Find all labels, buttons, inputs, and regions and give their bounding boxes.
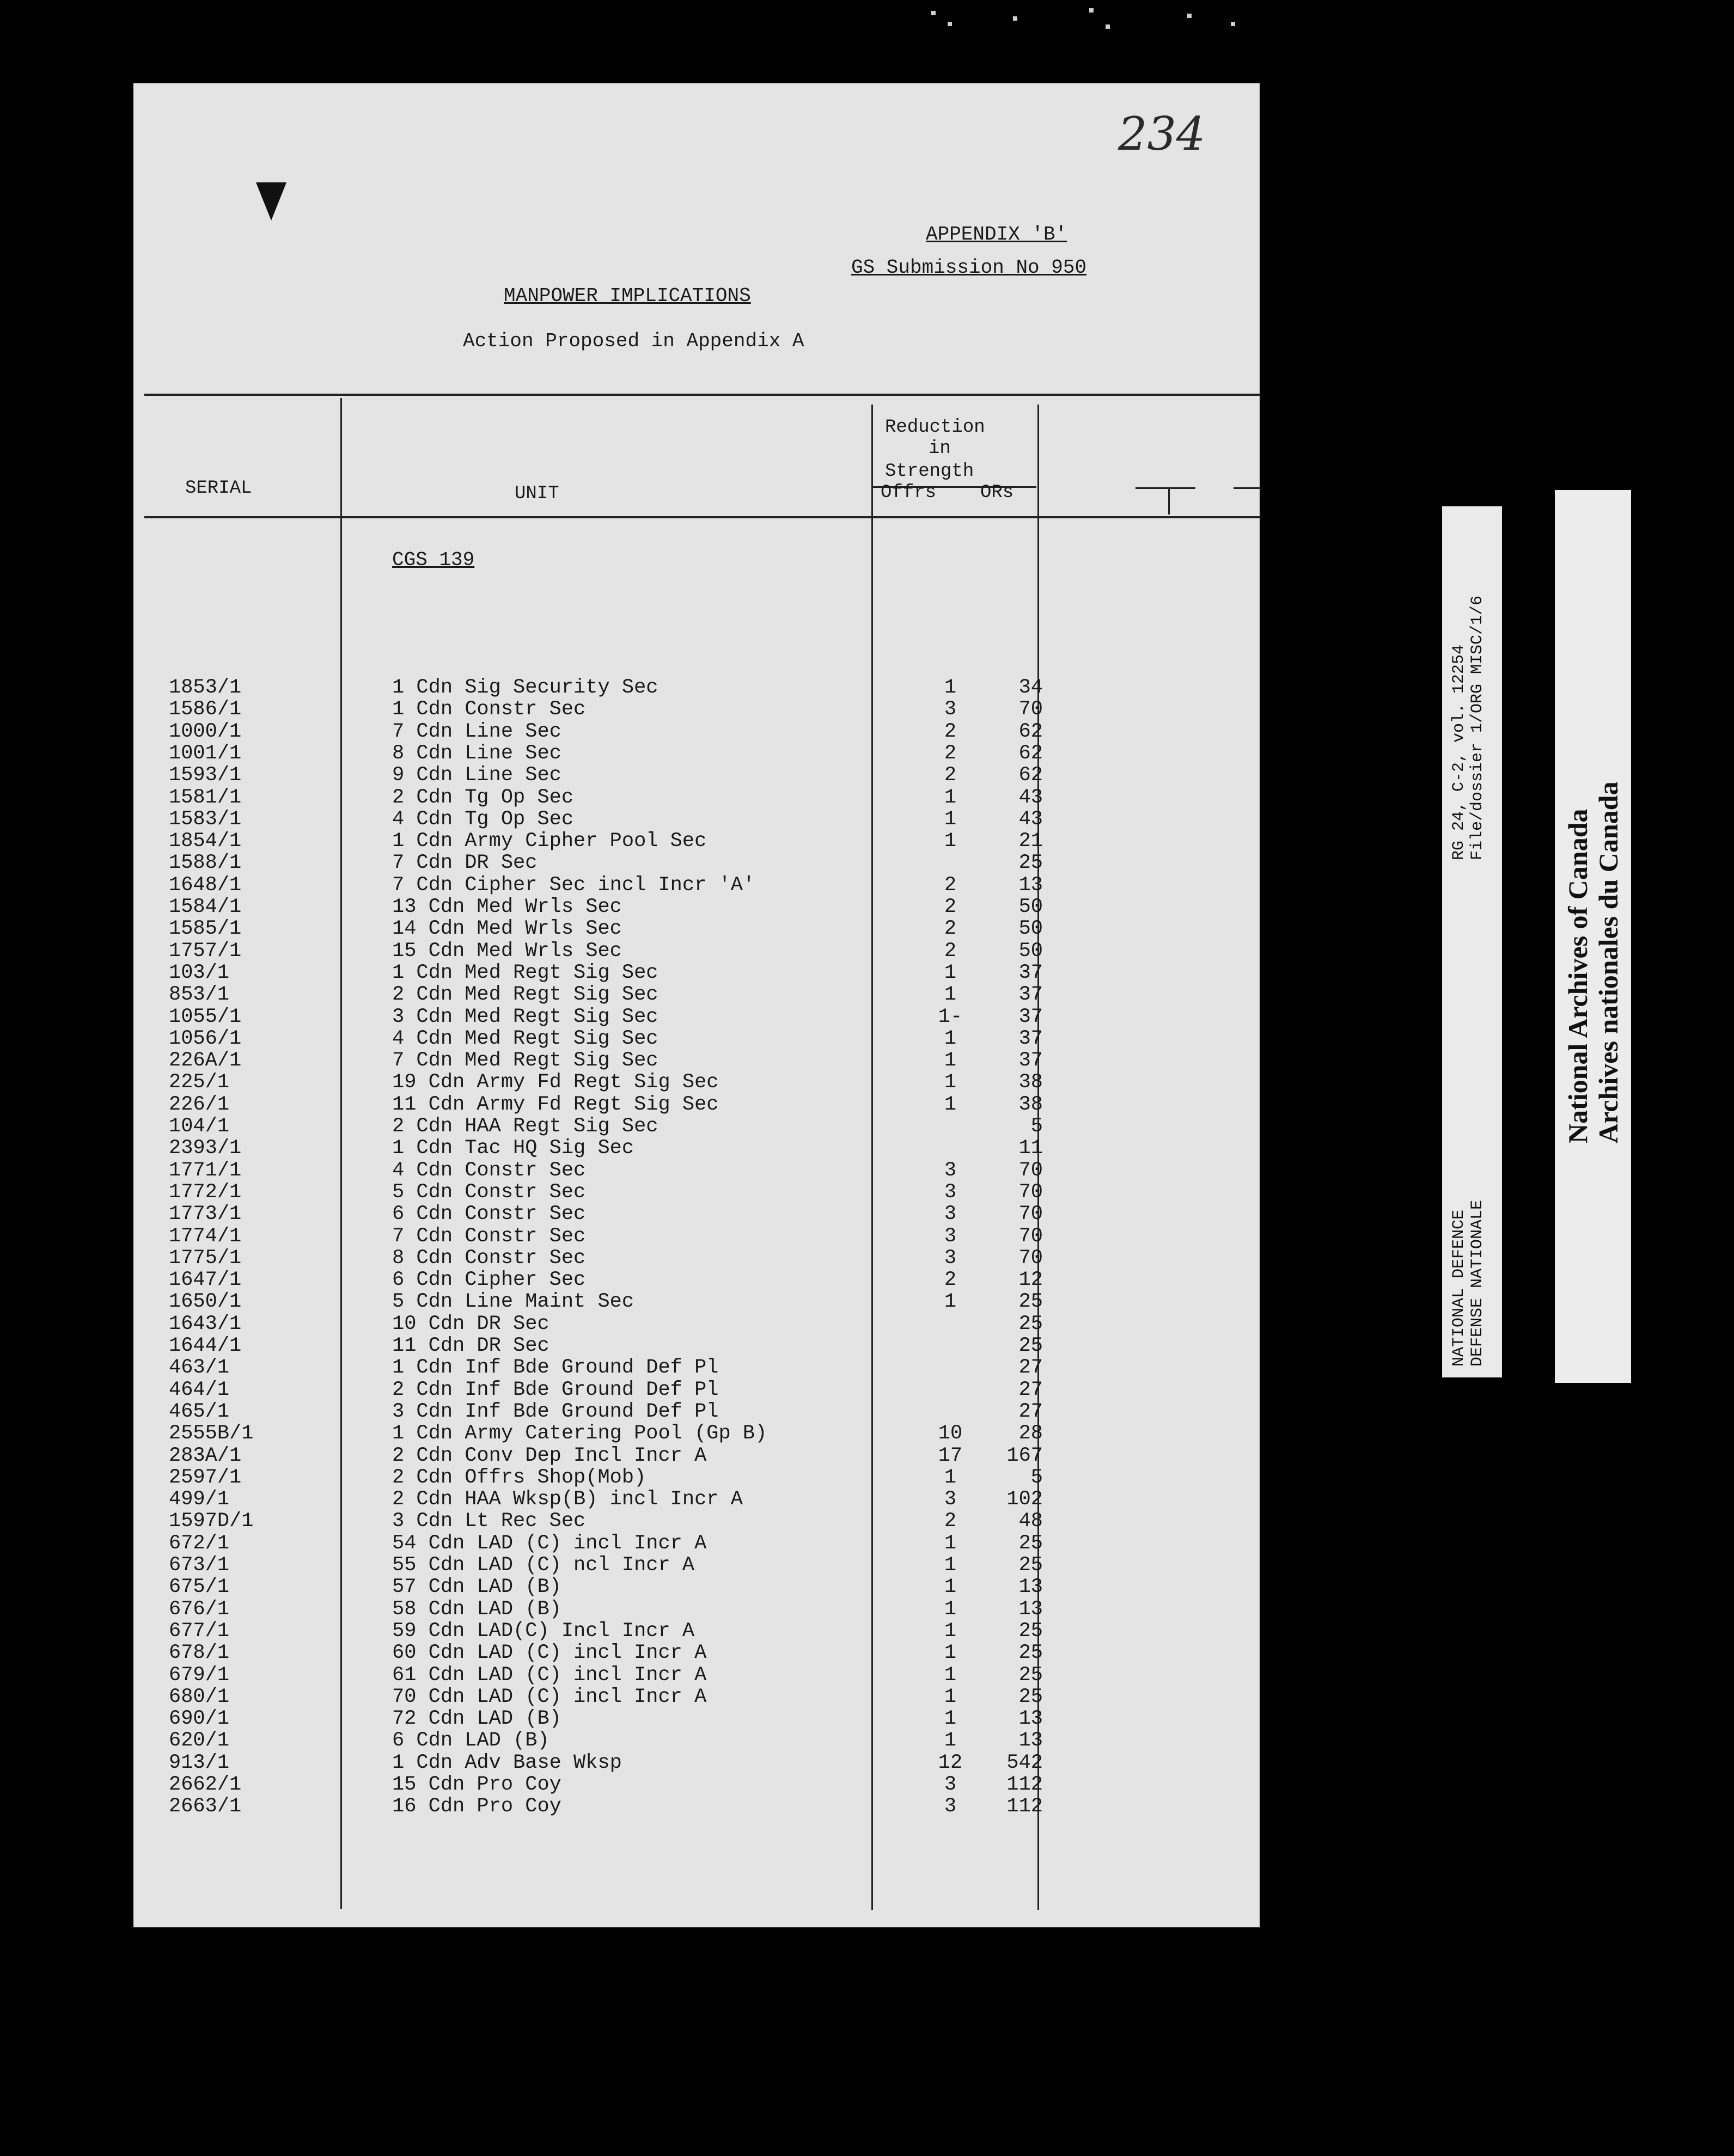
ors-cell: 50 bbox=[1018, 917, 1043, 941]
serial-cell: 1644/1 bbox=[169, 1334, 242, 1357]
serial-cell: 1593/1 bbox=[169, 764, 242, 787]
unit-cell: 2 Cdn Tg Op Sec bbox=[392, 786, 574, 809]
serial-cell: 1775/1 bbox=[169, 1246, 242, 1270]
unit-cell: 1 Cdn Sig Security Sec bbox=[392, 676, 658, 699]
ors-cell: 13 bbox=[1018, 1707, 1043, 1731]
ors-cell: 70 bbox=[1018, 1224, 1043, 1248]
offrs-cell: 2 bbox=[944, 939, 957, 963]
document-page bbox=[133, 83, 1260, 1927]
unit-cell: 13 Cdn Med Wrls Sec bbox=[392, 896, 622, 918]
blank-column-tick bbox=[1135, 487, 1195, 489]
document-subtitle: Action Proposed in Appendix A bbox=[463, 330, 804, 352]
table-row bbox=[133, 874, 1260, 896]
ors-cell: 25 bbox=[1018, 1619, 1043, 1643]
offrs-cell: 1 bbox=[944, 1027, 957, 1050]
ors-cell: 70 bbox=[1018, 1180, 1043, 1204]
serial-cell: 913/1 bbox=[169, 1751, 230, 1774]
offrs-cell: 1 bbox=[944, 1071, 957, 1094]
unit-cell: 2 Cdn HAA Regt Sig Sec bbox=[392, 1115, 658, 1138]
table-row bbox=[133, 1686, 1260, 1708]
serial-cell: 678/1 bbox=[169, 1641, 230, 1665]
offrs-cell: 3 bbox=[944, 1773, 957, 1796]
offrs-cell: 1 bbox=[944, 786, 957, 809]
unit-cell: 3 Cdn Inf Bde Ground Def Pl bbox=[392, 1400, 719, 1423]
offrs-cell: 1 bbox=[944, 1663, 957, 1687]
table-row bbox=[133, 1357, 1260, 1379]
table-row bbox=[133, 1226, 1260, 1247]
table-row bbox=[133, 962, 1260, 984]
offrs-cell: 3 bbox=[944, 1180, 957, 1204]
unit-cell: 8 Cdn Constr Sec bbox=[392, 1246, 586, 1270]
table-row bbox=[133, 1796, 1260, 1817]
ors-cell: 25 bbox=[1018, 1685, 1043, 1708]
ors-cell: 542 bbox=[1006, 1751, 1043, 1774]
ors-cell: 62 bbox=[1018, 764, 1043, 787]
unit-cell: 60 Cdn LAD (C) incl Incr A bbox=[392, 1641, 707, 1665]
serial-cell: 1001/1 bbox=[169, 742, 242, 765]
ors-cell: 27 bbox=[1018, 1356, 1043, 1380]
unit-cell: 1 Cdn Tac HQ Sig Sec bbox=[392, 1137, 634, 1160]
ors-cell: 13 bbox=[1018, 1576, 1043, 1599]
table-row bbox=[133, 1664, 1260, 1686]
serial-cell: 463/1 bbox=[169, 1356, 230, 1380]
table-row bbox=[133, 1752, 1260, 1774]
ors-cell: 50 bbox=[1018, 896, 1043, 918]
table-row bbox=[133, 1445, 1260, 1467]
offrs-cell: 1- bbox=[938, 1005, 963, 1028]
offrs-cell: 3 bbox=[944, 1203, 957, 1226]
offrs-cell: 1 bbox=[944, 1597, 957, 1621]
offrs-cell: 1 bbox=[944, 961, 957, 984]
submission-number: GS Submission No 950 bbox=[851, 256, 1087, 279]
serial-cell: 1774/1 bbox=[169, 1224, 242, 1248]
serial-cell: 2662/1 bbox=[169, 1773, 242, 1796]
unit-cell: 57 Cdn LAD (B) bbox=[392, 1576, 561, 1599]
offrs-cell: 2 bbox=[944, 873, 957, 897]
serial-cell: 2663/1 bbox=[169, 1795, 242, 1818]
unit-cell: 2 Cdn Med Regt Sig Sec bbox=[392, 983, 658, 1007]
unit-cell: 1 Cdn Inf Bde Ground Def Pl bbox=[392, 1356, 719, 1380]
table-row bbox=[133, 1576, 1260, 1598]
ors-cell: 27 bbox=[1018, 1378, 1043, 1401]
unit-cell: 14 Cdn Med Wrls Sec bbox=[392, 917, 622, 941]
unit-cell: 5 Cdn Constr Sec bbox=[392, 1180, 586, 1204]
unit-cell: 16 Cdn Pro Coy bbox=[392, 1795, 561, 1818]
ors-cell: 25 bbox=[1018, 1312, 1043, 1336]
table-row bbox=[133, 1006, 1260, 1028]
table-row bbox=[133, 918, 1260, 940]
table-row bbox=[133, 1598, 1260, 1620]
offrs-cell: 3 bbox=[944, 698, 957, 721]
serial-cell: 1757/1 bbox=[169, 939, 242, 963]
ors-cell: 25 bbox=[1018, 1532, 1043, 1555]
serial-cell: 1056/1 bbox=[169, 1027, 242, 1050]
table-row bbox=[133, 1379, 1260, 1401]
table-row bbox=[133, 1401, 1260, 1423]
unit-cell: 11 Cdn Army Fd Regt Sig Sec bbox=[392, 1093, 719, 1116]
serial-cell: 673/1 bbox=[169, 1554, 230, 1577]
unit-cell: 7 Cdn Constr Sec bbox=[392, 1224, 586, 1248]
serial-cell: 675/1 bbox=[169, 1576, 230, 1599]
serial-cell: 620/1 bbox=[169, 1729, 230, 1753]
offrs-cell: 1 bbox=[944, 1619, 957, 1643]
ors-cell: 43 bbox=[1018, 807, 1043, 831]
section-heading: CGS 139 bbox=[392, 549, 475, 571]
unit-cell: 1 Cdn Army Catering Pool (Gp B) bbox=[392, 1422, 767, 1445]
unit-cell: 4 Cdn Tg Op Sec bbox=[392, 807, 574, 831]
serial-cell: 1773/1 bbox=[169, 1203, 242, 1226]
offrs-cell: 17 bbox=[938, 1444, 963, 1467]
offrs-cell: 1 bbox=[944, 1093, 957, 1116]
stamp-ref1: RG 24, C-2, vol. 12254 bbox=[1450, 644, 1468, 860]
unit-cell: 1 Cdn Constr Sec bbox=[392, 698, 586, 721]
offrs-cell: 2 bbox=[944, 896, 957, 918]
serial-cell: 1584/1 bbox=[169, 896, 242, 918]
appendix-label: APPENDIX 'B' bbox=[926, 223, 1067, 246]
ors-cell: 62 bbox=[1018, 742, 1043, 765]
table-row bbox=[133, 1291, 1260, 1313]
table-row bbox=[133, 1774, 1260, 1796]
table-row bbox=[133, 830, 1260, 852]
ors-cell: 11 bbox=[1018, 1137, 1043, 1160]
unit-cell: 70 Cdn LAD (C) incl Incr A bbox=[392, 1685, 707, 1708]
col-serial-header: SERIAL bbox=[185, 478, 252, 499]
serial-cell: 1597D/1 bbox=[169, 1510, 254, 1533]
ors-cell: 25 bbox=[1018, 1641, 1043, 1665]
punch-mark bbox=[256, 182, 286, 220]
serial-cell: 226A/1 bbox=[169, 1049, 242, 1073]
stamp-line1: NATIONAL DEFENCE bbox=[1450, 1209, 1468, 1367]
table-row bbox=[133, 764, 1260, 786]
table-row bbox=[133, 1730, 1260, 1751]
offrs-cell: 2 bbox=[944, 917, 957, 941]
offrs-cell: 1 bbox=[944, 1576, 957, 1599]
unit-cell: 15 Cdn Pro Coy bbox=[392, 1773, 561, 1796]
table-row bbox=[133, 1050, 1260, 1071]
unit-cell: 1 Cdn Adv Base Wksp bbox=[392, 1751, 622, 1774]
table-row bbox=[133, 1510, 1260, 1532]
ors-cell: 37 bbox=[1018, 1049, 1043, 1073]
table-row bbox=[133, 1028, 1260, 1050]
offrs-cell: 1 bbox=[944, 1532, 957, 1555]
ors-cell: 112 bbox=[1006, 1773, 1043, 1796]
table-row bbox=[133, 984, 1260, 1006]
ors-cell: 28 bbox=[1018, 1422, 1043, 1445]
offrs-cell: 3 bbox=[944, 1795, 957, 1818]
unit-cell: 61 Cdn LAD (C) incl Incr A bbox=[392, 1663, 707, 1687]
ors-cell: 43 bbox=[1018, 786, 1043, 809]
table-row bbox=[133, 1247, 1260, 1269]
serial-cell: 104/1 bbox=[169, 1115, 230, 1138]
serial-cell: 1648/1 bbox=[169, 873, 242, 897]
offrs-cell: 1 bbox=[944, 1466, 957, 1489]
offrs-cell: 1 bbox=[944, 830, 957, 853]
table-row bbox=[133, 1203, 1260, 1225]
table-top-rule bbox=[144, 394, 1260, 396]
serial-cell: 680/1 bbox=[169, 1685, 230, 1708]
serial-cell: 1772/1 bbox=[169, 1180, 242, 1204]
table-row bbox=[133, 1423, 1260, 1444]
ors-cell: 21 bbox=[1018, 830, 1043, 853]
unit-cell: 3 Cdn Lt Rec Sec bbox=[392, 1510, 586, 1533]
ors-cell: 5 bbox=[1030, 1466, 1043, 1489]
serial-cell: 1583/1 bbox=[169, 807, 242, 831]
unit-cell: 58 Cdn LAD (B) bbox=[392, 1597, 561, 1621]
table-row bbox=[133, 1554, 1260, 1576]
ors-cell: 70 bbox=[1018, 1203, 1043, 1226]
blank-column-tick-stem bbox=[1168, 487, 1170, 514]
ors-cell: 70 bbox=[1018, 698, 1043, 721]
serial-cell: 465/1 bbox=[169, 1400, 230, 1423]
table-row bbox=[133, 940, 1260, 962]
offrs-cell: 10 bbox=[938, 1422, 963, 1445]
col-ors-header: ORs bbox=[980, 482, 1014, 503]
col-reduction-line3: Strength bbox=[885, 461, 974, 482]
serial-cell: 1585/1 bbox=[169, 917, 242, 941]
offrs-cell: 1 bbox=[944, 983, 957, 1007]
unit-cell: 15 Cdn Med Wrls Sec bbox=[392, 939, 622, 963]
offrs-cell: 2 bbox=[944, 742, 957, 765]
ors-cell: 25 bbox=[1018, 1663, 1043, 1687]
offrs-cell: 2 bbox=[944, 1269, 957, 1292]
stamp-ref2: File/dossier 1/ORG MISC/1/6 bbox=[1468, 595, 1487, 860]
ors-cell: 62 bbox=[1018, 720, 1043, 743]
unit-cell: 7 Cdn Med Regt Sig Sec bbox=[392, 1049, 658, 1073]
header-bottom-rule bbox=[144, 516, 1260, 518]
serial-cell: 103/1 bbox=[169, 961, 230, 984]
serial-cell: 283A/1 bbox=[169, 1444, 242, 1467]
offrs-cell: 1 bbox=[944, 1049, 957, 1073]
offrs-cell: 12 bbox=[938, 1751, 963, 1774]
table-row bbox=[133, 1620, 1260, 1642]
table-row bbox=[133, 1181, 1260, 1203]
offrs-cell: 1 bbox=[944, 676, 957, 699]
serial-cell: 1853/1 bbox=[169, 676, 242, 699]
serial-cell: 853/1 bbox=[169, 983, 230, 1007]
ors-cell: 38 bbox=[1018, 1093, 1043, 1116]
archives-label-strip bbox=[1555, 490, 1631, 1383]
serial-cell: 1650/1 bbox=[169, 1290, 242, 1314]
ors-cell: 25 bbox=[1018, 1290, 1043, 1314]
document-title: MANPOWER IMPLICATIONS bbox=[504, 285, 751, 307]
col-offrs-header: Offrs bbox=[881, 482, 937, 503]
scan-specks bbox=[926, 0, 1274, 38]
serial-cell: 226/1 bbox=[169, 1093, 230, 1116]
archive-line1: National Archives of Canada bbox=[1562, 808, 1593, 1143]
serial-cell: 1771/1 bbox=[169, 1159, 242, 1182]
ors-cell: 48 bbox=[1018, 1510, 1043, 1533]
stamp-line2: DEFENSE NATIONALE bbox=[1468, 1199, 1487, 1367]
offrs-cell: 1 bbox=[944, 1641, 957, 1665]
unit-cell: 10 Cdn DR Sec bbox=[392, 1312, 549, 1336]
offrs-cell: 1 bbox=[944, 1290, 957, 1314]
serial-cell: 464/1 bbox=[169, 1378, 230, 1401]
unit-cell: 7 Cdn Cipher Sec incl Incr 'A' bbox=[392, 873, 755, 897]
serial-cell: 1643/1 bbox=[169, 1312, 242, 1336]
table-row bbox=[133, 1071, 1260, 1093]
col-reduction-line2: in bbox=[929, 438, 951, 459]
unit-cell: 54 Cdn LAD (C) incl Incr A bbox=[392, 1532, 707, 1555]
serial-cell: 1581/1 bbox=[169, 786, 242, 809]
table-row bbox=[133, 1094, 1260, 1116]
offrs-cell: 1 bbox=[944, 1729, 957, 1753]
serial-cell: 1647/1 bbox=[169, 1269, 242, 1292]
unit-cell: 6 Cdn LAD (B) bbox=[392, 1729, 549, 1753]
ors-cell: 27 bbox=[1018, 1400, 1043, 1423]
unit-cell: 3 Cdn Med Regt Sig Sec bbox=[392, 1005, 658, 1028]
unit-cell: 1 Cdn Army Cipher Pool Sec bbox=[392, 830, 707, 853]
offrs-cell: 3 bbox=[944, 1224, 957, 1248]
ors-cell: 5 bbox=[1030, 1115, 1043, 1138]
offrs-cell: 1 bbox=[944, 1685, 957, 1708]
unit-cell: 1 Cdn Med Regt Sig Sec bbox=[392, 961, 658, 984]
ors-cell: 167 bbox=[1006, 1444, 1043, 1467]
table-row bbox=[133, 1269, 1260, 1291]
table-row bbox=[133, 1160, 1260, 1181]
table-row bbox=[133, 896, 1260, 918]
ors-cell: 13 bbox=[1018, 1597, 1043, 1621]
ors-cell: 25 bbox=[1018, 1334, 1043, 1357]
ors-cell: 13 bbox=[1018, 1729, 1043, 1753]
ors-cell: 37 bbox=[1018, 961, 1043, 984]
unit-cell: 9 Cdn Line Sec bbox=[392, 764, 561, 787]
unit-cell: 2 Cdn Conv Dep Incl Incr A bbox=[392, 1444, 707, 1467]
archive-line2: Archives nationales du Canada bbox=[1593, 781, 1623, 1143]
ors-cell: 102 bbox=[1006, 1488, 1043, 1511]
col-unit-header: UNIT bbox=[515, 483, 559, 504]
unit-cell: 11 Cdn DR Sec bbox=[392, 1334, 549, 1357]
serial-cell: 1588/1 bbox=[169, 852, 242, 875]
ors-cell: 37 bbox=[1018, 1027, 1043, 1050]
serial-cell: 2597/1 bbox=[169, 1466, 242, 1489]
table-row bbox=[133, 787, 1260, 808]
table-row bbox=[133, 1335, 1260, 1357]
unit-cell: 2 Cdn Offrs Shop(Mob) bbox=[392, 1466, 646, 1489]
ors-cell: 50 bbox=[1018, 939, 1043, 963]
ors-cell: 34 bbox=[1018, 676, 1043, 699]
table-row bbox=[133, 1489, 1260, 1510]
unit-cell: 2 Cdn HAA Wksp(B) incl Incr A bbox=[392, 1488, 743, 1511]
unit-cell: 4 Cdn Med Regt Sig Sec bbox=[392, 1027, 658, 1050]
unit-cell: 7 Cdn DR Sec bbox=[392, 852, 538, 875]
ors-cell: 38 bbox=[1018, 1071, 1043, 1094]
table-row bbox=[133, 808, 1260, 830]
serial-cell: 1055/1 bbox=[169, 1005, 242, 1028]
unit-cell: 4 Cdn Constr Sec bbox=[392, 1159, 586, 1182]
col-reduction-line1: Reduction bbox=[885, 417, 985, 438]
page-number: 234 bbox=[1118, 107, 1206, 161]
serial-cell: 1854/1 bbox=[169, 830, 242, 853]
table-row bbox=[133, 743, 1260, 764]
unit-cell: 59 Cdn LAD(C) Incl Incr A bbox=[392, 1619, 695, 1643]
table-row bbox=[133, 1137, 1260, 1159]
unit-cell: 8 Cdn Line Sec bbox=[392, 742, 561, 765]
unit-cell: 6 Cdn Cipher Sec bbox=[392, 1269, 586, 1292]
unit-cell: 7 Cdn Line Sec bbox=[392, 720, 561, 743]
serial-cell: 676/1 bbox=[169, 1597, 230, 1621]
unit-cell: 6 Cdn Constr Sec bbox=[392, 1203, 586, 1226]
unit-cell: 55 Cdn LAD (C) ncl Incr A bbox=[392, 1554, 695, 1577]
table-row bbox=[133, 1533, 1260, 1554]
ors-cell: 112 bbox=[1006, 1795, 1043, 1818]
unit-cell: 5 Cdn Line Maint Sec bbox=[392, 1290, 634, 1314]
offrs-cell: 2 bbox=[944, 720, 957, 743]
ors-cell: 70 bbox=[1018, 1246, 1043, 1270]
serial-cell: 679/1 bbox=[169, 1663, 230, 1687]
ors-cell: 12 bbox=[1018, 1269, 1043, 1292]
table-row bbox=[133, 721, 1260, 743]
table-row bbox=[133, 852, 1260, 874]
unit-cell: 19 Cdn Army Fd Regt Sig Sec bbox=[392, 1071, 719, 1094]
defence-stamp-strip bbox=[1442, 506, 1502, 1377]
ors-cell: 25 bbox=[1018, 1554, 1043, 1577]
table-row bbox=[133, 1467, 1260, 1489]
offrs-cell: 1 bbox=[944, 1554, 957, 1577]
offrs-cell: 1 bbox=[944, 1707, 957, 1731]
table-row bbox=[133, 677, 1260, 699]
offrs-cell: 3 bbox=[944, 1488, 957, 1511]
unit-cell: 2 Cdn Inf Bde Ground Def Pl bbox=[392, 1378, 719, 1401]
ors-cell: 13 bbox=[1018, 873, 1043, 897]
serial-cell: 1000/1 bbox=[169, 720, 242, 743]
blank-column-tick-right bbox=[1234, 487, 1260, 489]
serial-cell: 677/1 bbox=[169, 1619, 230, 1643]
offrs-cell: 2 bbox=[944, 1510, 957, 1533]
table-row bbox=[133, 1708, 1260, 1730]
serial-cell: 1586/1 bbox=[169, 698, 242, 721]
ors-cell: 25 bbox=[1018, 852, 1043, 875]
ors-cell: 37 bbox=[1018, 1005, 1043, 1028]
serial-cell: 499/1 bbox=[169, 1488, 230, 1511]
table-row bbox=[133, 1313, 1260, 1335]
offrs-cell: 2 bbox=[944, 764, 957, 787]
serial-cell: 672/1 bbox=[169, 1532, 230, 1555]
unit-cell: 72 Cdn LAD (B) bbox=[392, 1707, 561, 1731]
serial-cell: 690/1 bbox=[169, 1707, 230, 1731]
serial-cell: 225/1 bbox=[169, 1071, 230, 1094]
offrs-cell: 3 bbox=[944, 1159, 957, 1182]
ors-cell: 70 bbox=[1018, 1159, 1043, 1182]
table-row bbox=[133, 1116, 1260, 1137]
offrs-cell: 3 bbox=[944, 1246, 957, 1270]
table-row bbox=[133, 1642, 1260, 1664]
offrs-cell: 1 bbox=[944, 807, 957, 831]
serial-cell: 2555B/1 bbox=[169, 1422, 254, 1445]
table-row bbox=[133, 699, 1260, 720]
ors-cell: 37 bbox=[1018, 983, 1043, 1007]
serial-cell: 2393/1 bbox=[169, 1137, 242, 1160]
